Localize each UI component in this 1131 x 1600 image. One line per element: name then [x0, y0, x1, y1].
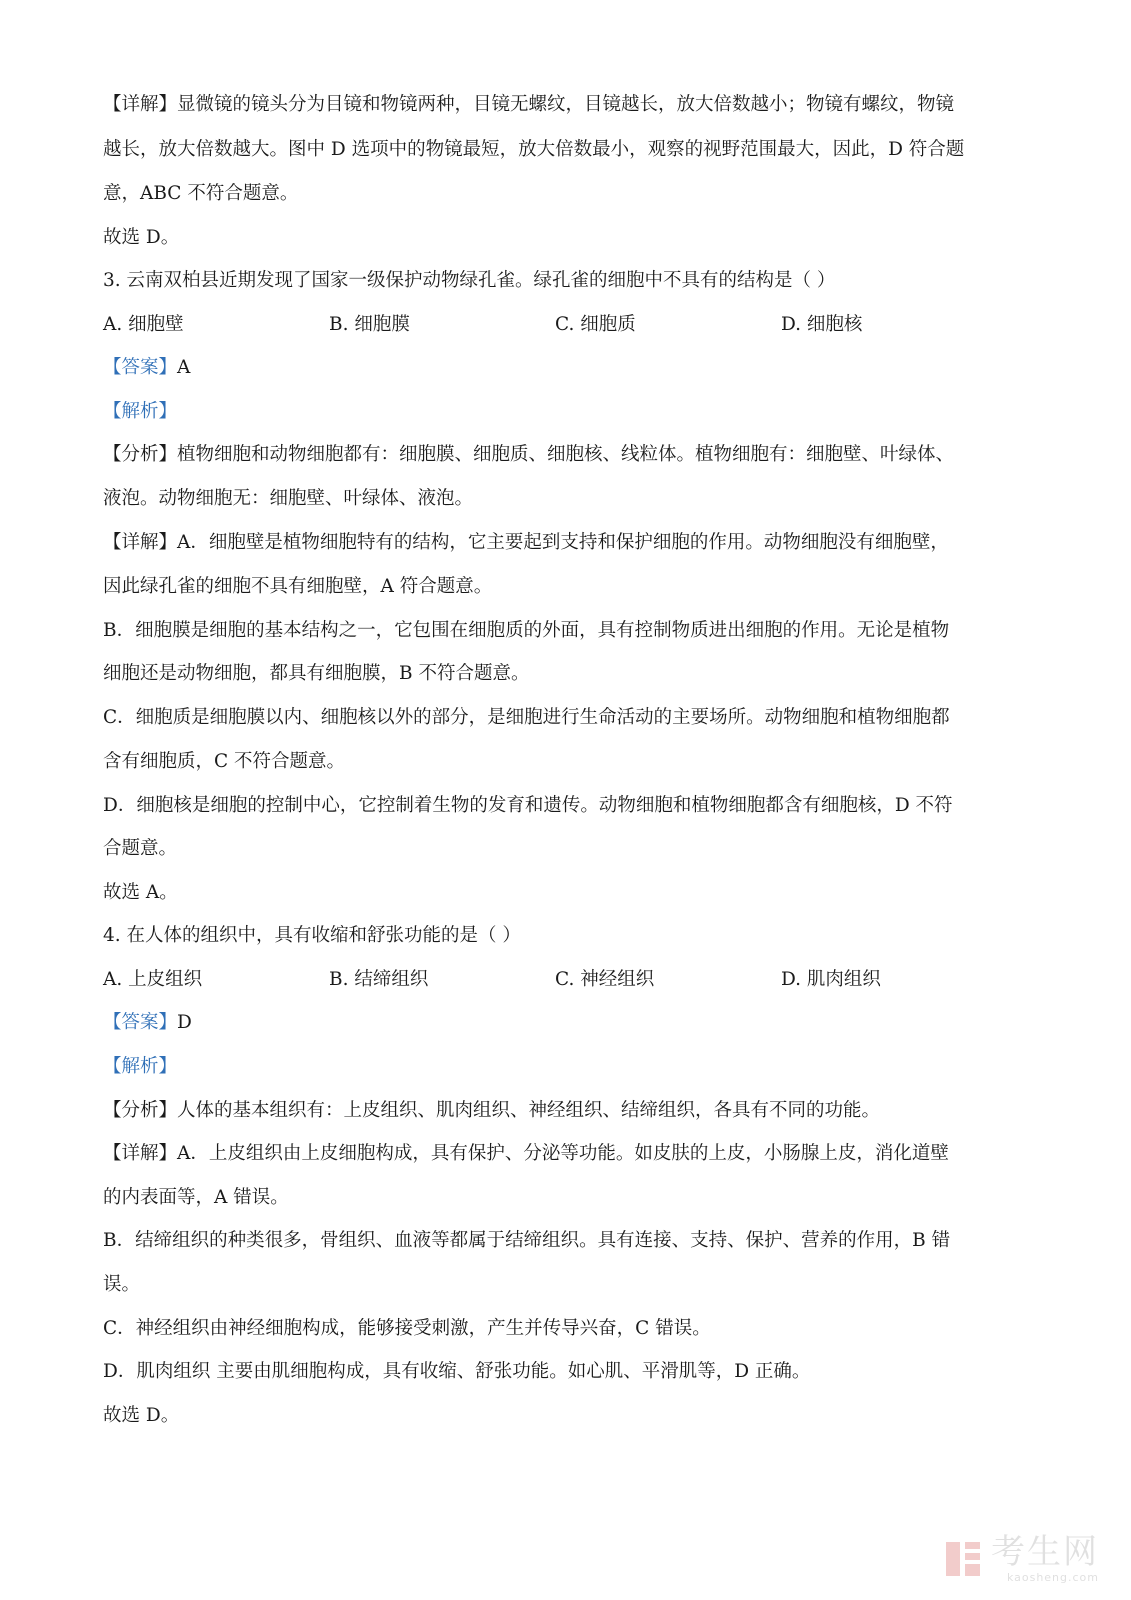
- q4-option-b: B. 结缔组织: [329, 969, 429, 990]
- text-line: B．结缔组织的种类很多，骨组织、血液等都属于结缔组织。具有连接、支持、保护、营养的作用，B 错: [103, 1230, 951, 1251]
- text-line: 越长，放大倍数越大。图中 D 选项中的物镜最短，放大倍数最小，观察的视野范围最大，因此，D 符合题: [103, 139, 965, 160]
- q4-option-c: C. 神经组织: [555, 969, 655, 990]
- question-4: 4. 在人体的组织中，具有收缩和舒张功能的是（ ）: [103, 925, 521, 946]
- text-line: 【详解】显微镜的镜头分为目镜和物镜两种，目镜无螺纹，目镜越长，放大倍数越小；物镜有螺纹，物镜: [103, 94, 955, 115]
- text-line: 意，ABC 不符合题意。: [103, 183, 299, 204]
- question-3: 3. 云南双柏县近期发现了国家一级保护动物绿孔雀。绿孔雀的细胞中不具有的结构是（ ）: [103, 270, 836, 291]
- text-line: 故选 A。: [103, 882, 178, 903]
- text-line: 细胞还是动物细胞，都具有细胞膜，B 不符合题意。: [103, 663, 530, 684]
- text-line: D．肌肉组织 主要由肌细胞构成，具有收缩、舒张功能。如心肌、平滑肌等，D 正确。: [103, 1361, 811, 1382]
- q3-answer: [103, 355, 1033, 381]
- answer-value: A: [177, 357, 191, 378]
- text-line: 【详解】A．细胞壁是植物细胞特有的结构，它主要起到支持和保护细胞的作用。动物细胞没有细胞壁，: [103, 532, 949, 553]
- text-line: 误。: [103, 1274, 141, 1295]
- text-line: 合题意。: [103, 838, 178, 859]
- answer-label: 【答案】: [103, 357, 178, 378]
- text-line: 【详解】A．上皮组织由上皮细胞构成，具有保护、分泌等功能。如皮肤的上皮，小肠腺上皮，消化道壁: [103, 1143, 949, 1164]
- text-line: D．细胞核是细胞的控制中心，它控制着生物的发育和遗传。动物细胞和植物细胞都含有细胞核，D 不符: [103, 795, 953, 816]
- q3-option-b: B. 细胞膜: [329, 314, 410, 335]
- watermark-url: kaosheng.com: [1006, 1571, 1099, 1584]
- text-line: B．细胞膜是细胞的基本结构之一，它包围在细胞质的外面，具有控制物质进出细胞的作用。无论是植物: [103, 620, 950, 641]
- text-line: 故选 D。: [103, 1405, 180, 1426]
- watermark: [943, 1530, 1113, 1588]
- text-line: C．神经组织由神经细胞构成，能够接受刺激，产生并传导兴奋，C 错误。: [103, 1318, 711, 1339]
- q3-option-c: C. 细胞质: [555, 314, 636, 335]
- q4-answer: [103, 1010, 1033, 1036]
- q3-option-d: D. 细胞核: [781, 314, 863, 335]
- text-line: 液泡。动物细胞无：细胞壁、叶绿体、液泡。: [103, 488, 474, 509]
- text-line: 含有细胞质，C 不符合题意。: [103, 751, 346, 772]
- text-line: 【分析】人体的基本组织有：上皮组织、肌肉组织、神经组织、结缔组织，各具有不同的功能。: [103, 1100, 881, 1121]
- text-line: 【分析】植物细胞和动物细胞都有：细胞膜、细胞质、细胞核、线粒体。植物细胞有：细胞壁、叶绿体、: [103, 444, 955, 465]
- logo-icon: [943, 1539, 983, 1579]
- text-line: C．细胞质是细胞膜以内、细胞核以外的部分，是细胞进行生命活动的主要场所。动物细胞和植物细胞都: [103, 707, 950, 728]
- q4-analysis-label: 【解析】: [103, 1056, 178, 1077]
- text-line: 的内表面等，A 错误。: [103, 1187, 289, 1208]
- answer-label: 【答案】: [103, 1012, 178, 1033]
- q3-option-a: A. 细胞壁: [103, 314, 184, 335]
- watermark-title: 考生网: [991, 1532, 1099, 1572]
- q4-option-a: A. 上皮组织: [103, 969, 203, 990]
- answer-value: D: [177, 1012, 192, 1033]
- text-line: 因此绿孔雀的细胞不具有细胞壁，A 符合题意。: [103, 576, 493, 597]
- q4-option-d: D. 肌肉组织: [781, 969, 881, 990]
- text-line: 故选 D。: [103, 227, 180, 248]
- q3-analysis-label: 【解析】: [103, 401, 178, 422]
